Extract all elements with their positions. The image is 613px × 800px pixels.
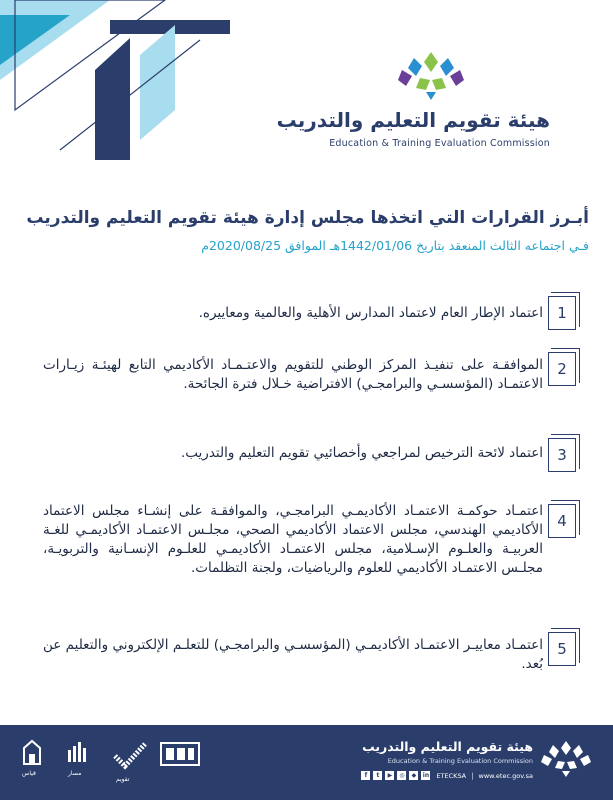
decision-number-badge: 1 bbox=[548, 296, 576, 330]
decision-number-badge: 2 bbox=[548, 352, 576, 386]
linkedin-icon[interactable]: in bbox=[422, 772, 430, 779]
instagram-icon[interactable]: ◎ bbox=[399, 772, 405, 779]
decision-number-badge: 5 bbox=[548, 632, 576, 666]
qiyas-logo-icon bbox=[20, 738, 44, 766]
decision-item bbox=[0, 498, 613, 618]
top-left-decoration bbox=[0, 0, 240, 170]
decision-text: اعتمـاد معاييـر الاعتمـاد الأكاديمـي (المؤسسـي والبرامجـي) للتعلـم الإلكتروني والتعليم عن بُعد. bbox=[43, 637, 543, 672]
footer-arabic-name: هيئة تقويم التعليم والتدريب bbox=[362, 739, 533, 754]
meeting-date-subtitle: فـي اجتماعه الثالث المنعقد بتاريخ 1442/01/06هـ الموافق 2020/08/25م bbox=[201, 238, 589, 253]
partner-label: تقويم bbox=[116, 776, 130, 783]
twitter-icon[interactable]: t bbox=[373, 771, 382, 780]
partner-label: مسار bbox=[68, 770, 82, 777]
decision-number-badge: 3 bbox=[548, 438, 576, 472]
footer-social-row bbox=[361, 771, 533, 780]
logo-english-name: Education & Training Evaluation Commission bbox=[329, 138, 550, 149]
partner-label: قياس bbox=[22, 770, 36, 777]
website-link[interactable]: www.etec.gov.sa bbox=[478, 771, 533, 780]
footer-separator: | bbox=[471, 771, 474, 780]
decision-text: اعتمـاد حوكمـة الاعتمـاد الأكاديمـي البرامجـي، والموافقـة على إنشـاء مجلس الاعتماد الأكاديمي الهندسي، مجلس الاعتماد الأكاديمي الصحي، مجلـس الاعتمـاد الأكاديمـي للغـة العربيـة والعلـوم الإسـلامية، مجلس الاعتمـاد الأكاديمـي للعلـوم الإنسـانية والتربويـة، مجلـس الاعتمـاد الأكاديمي للعلوم والرياضيات، ولجنة التظلمات. bbox=[43, 503, 543, 576]
snapchat-icon[interactable]: ◆ bbox=[409, 771, 418, 780]
partner-badge-logo-icon bbox=[160, 742, 200, 766]
page-title: أبـرز القرارات التي اتخذها مجلس إدارة هيئة تقويم التعليم والتدريب bbox=[26, 208, 589, 228]
footer bbox=[0, 725, 613, 800]
decision-text: الموافقـة على تنفيـذ المركز الوطني للتقويم والاعتـمـاد الأكاديمي التابع لهيئـة زيـارات الاعتمـاد (المؤسسـي والبرامجـي) الافتراضية خـلال فترة الجائحة. bbox=[43, 357, 543, 392]
logo-arabic-name: هيئة تقويم التعليم والتدريب bbox=[276, 108, 550, 132]
masar-logo-icon bbox=[66, 740, 90, 764]
social-handle[interactable]: ETECKSA bbox=[436, 771, 467, 780]
footer-english-name: Education & Training Evaluation Commission bbox=[387, 757, 533, 765]
footer-logo-mark-icon bbox=[540, 739, 592, 779]
header-logo bbox=[276, 50, 560, 160]
decision-text: اعتماد لائحة الترخيص لمراجعي وأخصائيي تقويم التعليم والتدريب. bbox=[181, 445, 543, 461]
youtube-icon[interactable]: ▶ bbox=[385, 771, 394, 780]
decision-number-badge: 4 bbox=[548, 504, 576, 538]
partner-logos bbox=[20, 738, 220, 788]
facebook-icon[interactable]: f bbox=[361, 771, 370, 780]
taqyeem-checkmark-logo-icon bbox=[112, 738, 148, 774]
decision-item bbox=[0, 352, 613, 442]
etec-logo-mark-icon bbox=[396, 50, 466, 102]
decision-item bbox=[0, 632, 613, 722]
decision-text: اعتماد الإطار العام لاعتماد المدارس الأهلية والعالمية ومعاييره. bbox=[198, 305, 543, 321]
